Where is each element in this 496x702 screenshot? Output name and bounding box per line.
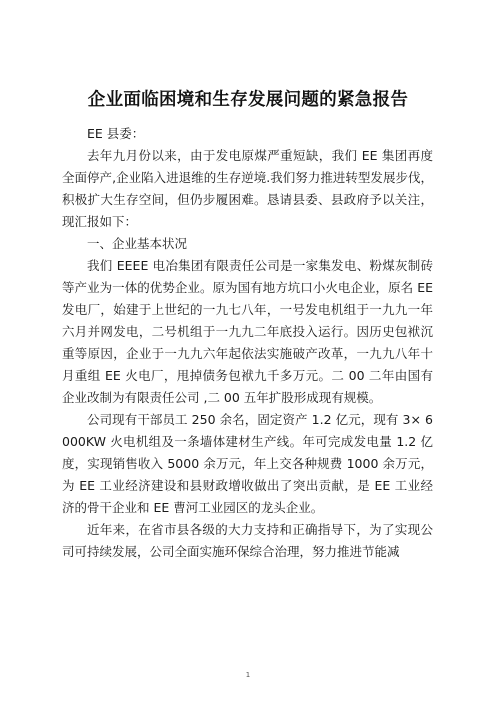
document-title: 企业面临困境和生存发展问题的紧急报告 — [87, 90, 409, 110]
salutation: EE 县委： — [87, 126, 145, 141]
paragraph-intro: 去年九月份以来，由于发电原煤严重短缺，我们 EE 集团再度全面停产,企业陷入进退维的生存逆境.我们努力推进转型发展步伐，积极扩大生存空间，但仍步履困难。恳请县委、县政府予以关注，现汇报如下： — [62, 148, 433, 229]
paragraph-company-history: 我们 EEEE 电冶集团有限责任公司是一家集发电、粉煤灰制砖等产业为一体的优势企业。原为国有地方坑口小火电企业，原名 EE 发电厂，始建于上世纪的一九七八年，一号发电机组于一九九一年六月并网发电，二号机组于一九九二年底投入运行。因历史包袱沉重等原因，企业于一九九六年起依法实施破产改革，一九九八年十月重组 EE 火电厂，甩掉债务包袱九千多万元。二 00 二年由国有企业改制为有限责任公司 ,二 00 五年扩股形成现有规模。 — [62, 258, 433, 405]
paragraph-recent-years: 近年来，在省市县各级的大力支持和正确指导下，为了实现公司可持续发展，公司全面实施环保综合治理，努力推进节能减 — [62, 522, 433, 559]
paragraph-company-scale: 公司现有干部员工 250 余名，固定资产 1.2 亿元，现有 3× 6000KW 火电机组及一条墙体建材生产线。年可完成发电量 1.2 亿度，实现销售收入 5000 余万元，年上交各种规费 1000 余万元，为 EE 工业经济建设和县财政增收做出了突出贡献，是 EE 工业经济的骨干企业和 EE 曹河工业园区的龙头企业。 — [62, 412, 433, 515]
section-heading-basic-status: 一、企业基本状况 — [87, 236, 188, 251]
document-body — [62, 123, 433, 563]
page-number: 1 — [245, 671, 251, 679]
